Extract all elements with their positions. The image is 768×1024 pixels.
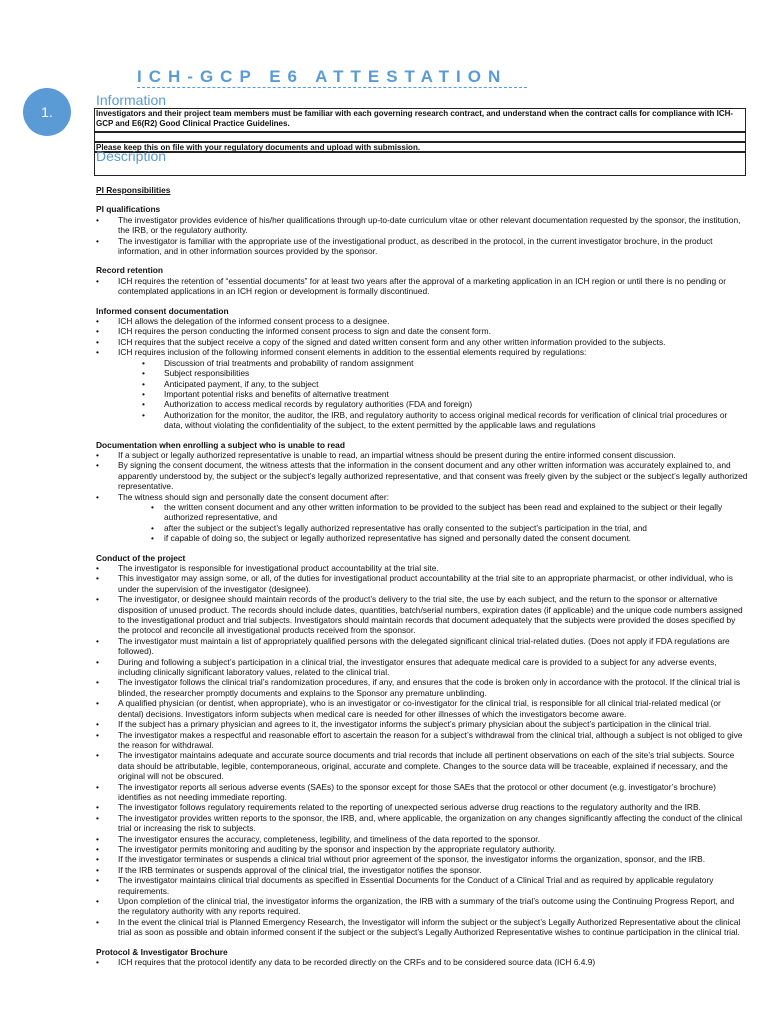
list-item: • During and following a subject’s participation in a clinical trial, the investigator ensures that adequate medical care is provided to a subject for any adverse events, including clinically significant laboratory values, related to the clinical trial. [96, 657, 748, 678]
list-item: • A qualified physician (or dentist, when appropriate), who is an investigator or co-investigator for the clinical trial, is responsible for all clinical trial-related medical (or dental) decisions. Investigators inform subjects when medical care is needed for other illnesses of which the investigators become aware. [96, 698, 748, 719]
list-item: • This investigator may assign some, or all, of the duties for investigational product accountability at the trial site to an appropriate pharmacist, or other individual, who is under the supervision of the investigator (designee). [96, 573, 748, 594]
list-item: • The investigator provides written reports to the sponsor, the IRB, and, where applicable, the organization on any changes significantly affecting the conduct of the clinical trial or increasing the risk to subjects. [96, 813, 748, 834]
list-item: • The investigator is familiar with the appropriate use of the investigational product, as described in the protocol, in the current investigator brochure, in the product information, and in other information sources provided by the sponsor. [96, 236, 748, 257]
list-item: • The investigator provides evidence of his/her qualifications through up-to-date curriculum vitae or other relevant documentation requested by the sponsor, the institution, the IRB, or the regulatory authority. [96, 215, 748, 236]
list-item: • Anticipated payment, if any, to the subject [96, 379, 748, 389]
list-item: • ICH requires that the subject receive a copy of the signed and dated written consent form and any other written information provided to the subjects. [96, 337, 748, 347]
list-item: • The investigator must maintain a list of appropriately qualified persons with the delegated significant clinical trial-related duties. (Does not apply if FDA regulations are followed). [96, 636, 748, 657]
list-item: • The investigator maintains clinical trial documents as specified in Essential Documents for the Conduct of a Clinical Trial and as required by applicable regulatory requirements. [96, 875, 748, 896]
list-item: • Important potential risks and benefits of alternative treatment [96, 389, 748, 399]
section-heading: Informed consent documentation [96, 305, 229, 316]
bullet-list [96, 276, 748, 297]
list-item: • ICH requires that the protocol identify any data to be recorded directly on the CRFs and to be considered source data (ICH 6.4.9) [96, 957, 748, 967]
list-item: • The investigator permits monitoring and auditing by the sponsor and inspection by the appropriate regulatory authority. [96, 844, 748, 854]
list-item: • The investigator follows the clinical trial’s randomization procedures, if any, and ensures that the code is broken only in accordance with the protocol. If the clinical trial is blinded, the researcher promptly documents and explains to the Sponsor any premature unblinding. [96, 677, 748, 698]
page-title: ICH-GCP E6 ATTESTATION [137, 67, 508, 86]
list-item: • Upon completion of the clinical trial, the investigator informs the organization, the IRB with a summary of the trial’s outcome using the Continuing Progress Report, and the regulatory authority with any reports required. [96, 896, 748, 917]
bullet-list [96, 957, 748, 967]
list-item: • ICH requires the retention of “essential documents” for at least two years after the approval of a marketing application in an ICH region or until there is no pending or contemplated applications in an ICH region or development is formally discontinued. [96, 276, 748, 297]
list-item: • The investigator makes a respectful and reasonable effort to ascertain the reason for a subject’s withdrawal from the clinical trial, although a subject is not obliged to give the reason for withdrawal. [96, 730, 748, 751]
bullet-list [96, 215, 748, 257]
list-item: • Discussion of trial treatments and probability of random assignment [96, 358, 748, 368]
list-item: • if capable of doing so, the subject or legally authorized representative has signed and personally dated the consent document. [96, 533, 748, 543]
section-heading: Record retention [96, 265, 164, 276]
list-item: • ICH requires the person conducting the informed consent process to sign and date the consent form. [96, 326, 748, 336]
keep-on-file-box: Please keep this on file with your regulatory documents and upload with submission. [94, 142, 746, 152]
list-item: • The investigator follows regulatory requirements related to the reporting of unexpected serious adverse drug reactions to the regulatory authority and the IRB. [96, 802, 748, 812]
list-item: • the written consent document and any other written information to be provided to the subject has been read and explained to the subject or their legally authorized representative, and [96, 502, 748, 523]
blank-box [94, 132, 746, 142]
bullet-list [96, 450, 748, 544]
bullet-list [96, 563, 748, 938]
list-item: • ICH allows the delegation of the informed consent process to a designee. [96, 316, 748, 326]
list-item: • ICH requires inclusion of the following informed consent elements in addition to the essential elements required by regulations: [96, 347, 748, 357]
section-heading: PI qualifications [96, 204, 161, 215]
document-body [96, 185, 748, 967]
description-box [94, 152, 746, 176]
section-heading: PI Responsibilities [96, 185, 171, 195]
list-item: • Subject responsibilities [96, 368, 748, 378]
list-item: • By signing the consent document, the witness attests that the information in the consent document and any other written information was accurately explained to, and apparently understood by, the subject or the subject’s legally authorized representative, and that consent was freely given by the subject or the subject’s legally authorized representative. [96, 460, 748, 491]
list-item: • The investigator is responsible for investigational product accountability at the trial site. [96, 563, 748, 573]
list-item: • The investigator ensures the accuracy, completeness, legibility, and timeliness of the data reported to the sponsor. [96, 834, 748, 844]
list-item: • The investigator maintains adequate and accurate source documents and trial records that include all pertinent observations on each of the site’s trial subjects. Source data should be attributable, legible, contemporaneous, original, accurate and complete. Changes to the source data will be traceable, explained if necessary, and the original will not be obscured. [96, 750, 748, 781]
section-heading: Documentation when enrolling a subject who is unable to read [96, 439, 345, 450]
bullet-list [96, 316, 748, 430]
list-item: • after the subject or the subject’s legally authorized representative has orally consented to the subject’s participation in the trial, and [96, 523, 748, 533]
list-item: • The witness should sign and personally date the consent document after: [96, 492, 748, 502]
information-box: Investigators and their project team members must be familiar with each governing research contract, and understand when the contract calls for compliance with ICH-GCP and E6(R2) Good Clinical Practice Guidelines. [94, 108, 746, 132]
list-item: • If the subject has a primary physician and agrees to it, the investigator informs the subject’s primary physician about the subject’s participation in the clinical trial. [96, 719, 748, 729]
list-item: • The investigator reports all serious adverse events (SAEs) to the sponsor except for those SAEs that the protocol or other document (e.g. investigator’s brochure) identifies as not needing immediate reporting. [96, 782, 748, 803]
list-item: • Authorization to access medical records by regulatory authorities (FDA and foreign) [96, 399, 748, 409]
section-heading: Conduct of the project [96, 552, 186, 563]
list-item: • Authorization for the monitor, the auditor, the IRB, and regulatory authority to access original medical records for verification of clinical trial procedures or data, without violating the confidentiality of the subject, to the extent permitted by the applicable laws and regulations [96, 410, 748, 431]
list-item: • If the IRB terminates or suspends approval of the clinical trial, the investigator notifies the sponsor. [96, 865, 748, 875]
title-underline [137, 87, 527, 88]
list-item: • If a subject or legally authorized representative is unable to read, an impartial witness should be present during the entire informed consent discussion. [96, 450, 748, 460]
list-item: • If the investigator terminates or suspends a clinical trial without prior agreement of the sponsor, the investigator informs the organization, sponsor, and the IRB. [96, 854, 748, 864]
step-number-badge: 1. [23, 88, 71, 136]
information-label: Information [96, 92, 167, 108]
list-item: • The investigator, or designee should maintain records of the product’s delivery to the trial site, the use by each subject, and the return to the sponsor or alternative disposition of unused product. The records should include dates, quantities, batch/serial numbers, expiration dates (if applicable) and the unique code numbers assigned to the investigational product and trial subjects. Investigators should maintain records that document adequately that the subjects were provided the doses specified by the protocol and reconcile all investigational products received from the sponsor. [96, 594, 748, 636]
list-item: • In the event the clinical trial is Planned Emergency Research, the Investigator will inform the subject or the subject’s Legally Authorized Representative about the clinical trial as soon as possible and obtain informed consent if the subject or the subject’s Legally Authorized Representative wishes to continue participation in the clinical trial. [96, 917, 748, 938]
section-heading: Protocol & Investigator Brochure [96, 946, 228, 957]
description-label: Description [96, 148, 167, 164]
